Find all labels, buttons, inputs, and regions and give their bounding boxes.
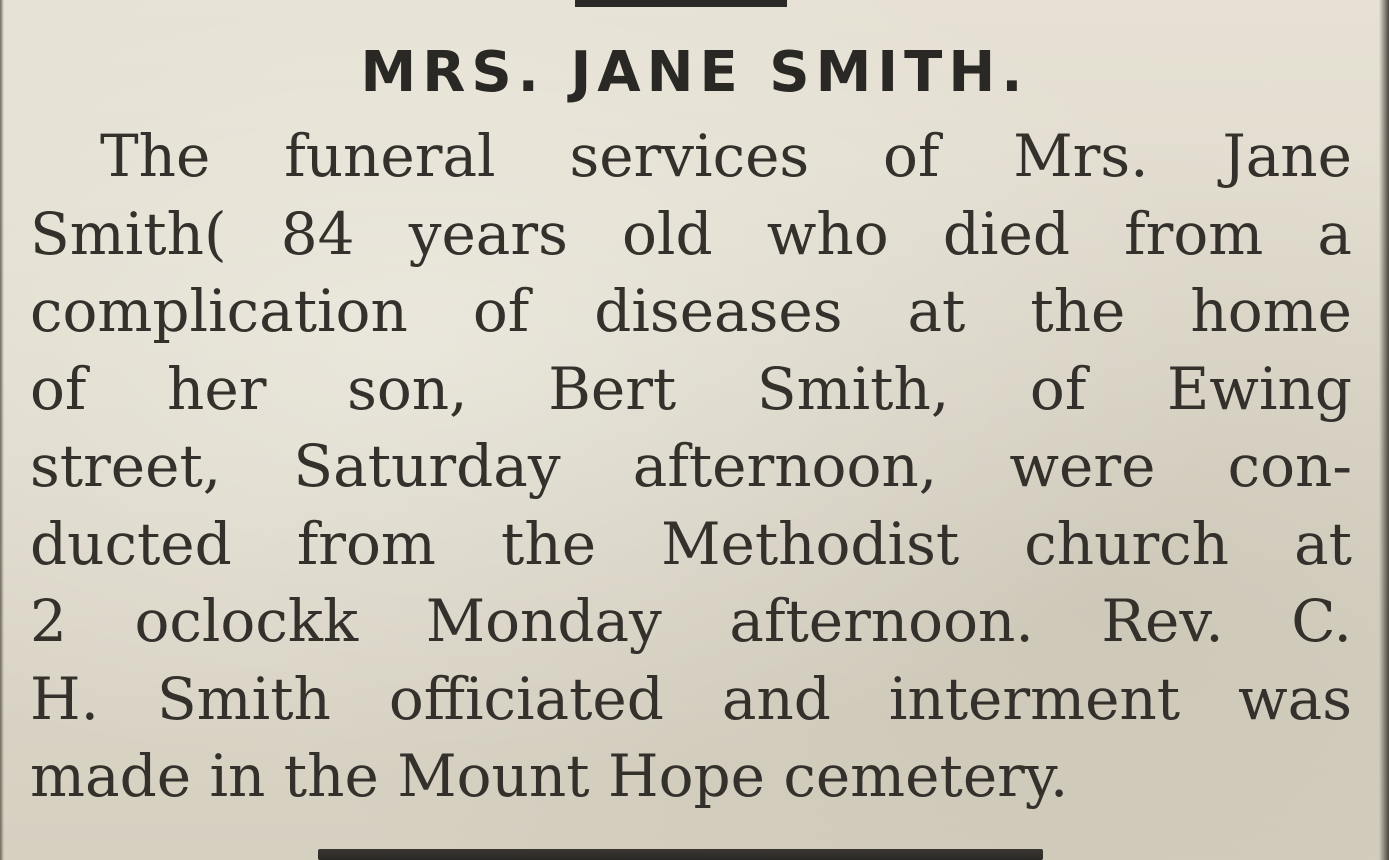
top-rule	[575, 0, 787, 7]
right-page-edge	[1379, 0, 1389, 860]
body-line-7: 2 oclockk Monday afternoon. Rev. C.	[30, 587, 1352, 655]
body-line-1: The funeral services of Mrs. Jane	[100, 122, 1352, 190]
left-page-edge	[0, 0, 4, 860]
bottom-rule	[318, 849, 1043, 860]
body-line-4: of her son, Bert Smith, of Ewing	[30, 354, 1352, 423]
body-line-2: Smith( 84 years old who died from a	[30, 199, 1352, 268]
body-line-8: H. Smith officiated and interment was	[30, 664, 1352, 733]
body-line-5: street, Saturday afternoon, were con-	[30, 432, 1352, 500]
body-line-3: complication of diseases at the home	[30, 277, 1352, 345]
article-headline: MRS. JANE SMITH.	[360, 40, 1029, 105]
body-line-6: ducted from the Methodist church at	[30, 509, 1352, 578]
article-body	[30, 118, 1352, 816]
body-line-9: made in the Mount Hope cemetery.	[30, 742, 1069, 810]
